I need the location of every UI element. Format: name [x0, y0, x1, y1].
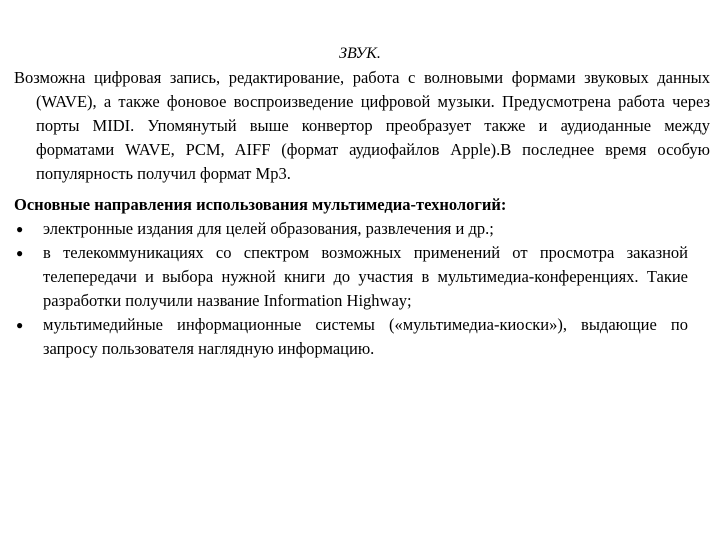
bullet-icon: ●: [16, 318, 24, 332]
list-item: [14, 241, 688, 313]
section-title: ЗВУК.: [339, 45, 381, 62]
list-item: [14, 313, 688, 361]
list-item-text: мультимедийные информационные системы («мультимедиа-киоски»), выдающие по запросу пользователя наглядную информацию.: [43, 315, 688, 358]
list-item: [14, 217, 688, 241]
list-heading: Основные направления использования мультимедиа-технологий:: [14, 195, 507, 214]
bullet-icon: ●: [16, 246, 24, 260]
intro-paragraph: Возможна цифровая запись, редактирование, работа с волновыми формами звуковых данных (WAVE), а также фоновое воспроизведение цифровой музыки. Предусмотрена работа через порты MIDI. Упомянутый выше конвертор преобразует также и аудиоданные между форматами WAVE, PCM, AIFF (формат аудиофайлов Apple).В последнее время особую популярность получил формат Mp3.: [14, 68, 710, 183]
list-item-text: электронные издания для целей образования, развлечения и др.;: [43, 219, 494, 238]
bullet-icon: ●: [16, 222, 24, 236]
list-item-text: в телекоммуникациях со спектром возможных применений от просмотра заказной телепередачи и выбора нужной книги до участия в мультимедиа-конференциях. Такие разработки получили название Information Highway;: [43, 243, 688, 310]
usage-list: [14, 217, 688, 361]
